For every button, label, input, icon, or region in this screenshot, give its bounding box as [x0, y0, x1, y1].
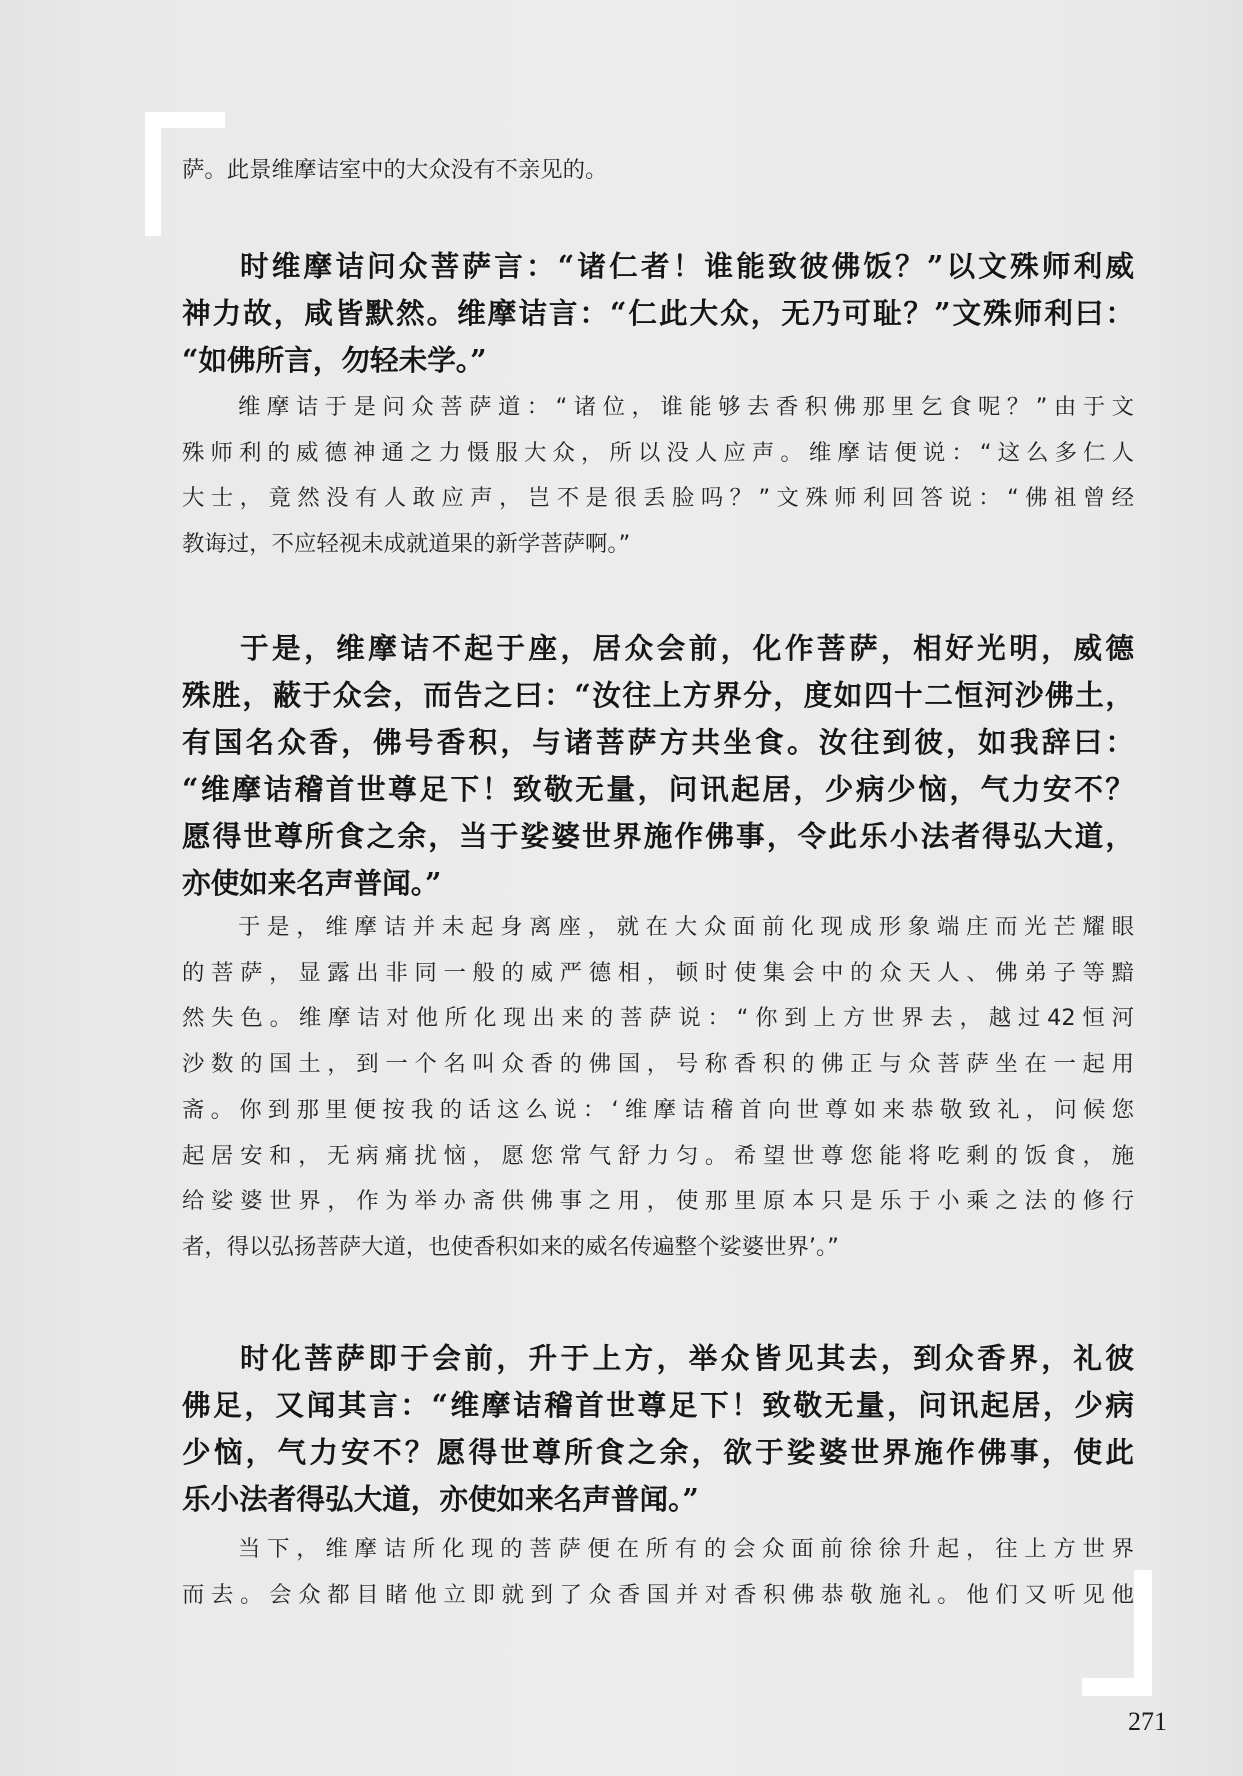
text-line: 亦使如来名声普闻。” — [182, 866, 442, 900]
text-line: 神力故，咸皆默然。维摩诘言：“仁此大众，无乃可耻？”文殊师利曰： — [182, 296, 1134, 330]
text-line: 然失色。维摩诘对他所化现出来的菩萨说：“你到上方世界去，越过42恒河 — [182, 1005, 1134, 1032]
text-line: 斋。你到那里便按我的话这么说：‘维摩诘稽首向世尊如来恭敬致礼，问候您 — [182, 1096, 1134, 1123]
text-line: 起居安和，无病痛扰恼，愿您常气舒力匀。希望世尊您能将吃剩的饭食，施 — [182, 1142, 1134, 1169]
corner-mark-top-left-bar — [145, 112, 225, 128]
text-line: 沙数的国土，到一个名叫众香的佛国，号称香积的佛正与众菩萨坐在一起用 — [182, 1051, 1134, 1078]
text-line: 佛足，又闻其言：“维摩诘稽首世尊足下！致敬无量，问讯起居，少病 — [182, 1388, 1134, 1422]
text-line: 有国名众香，佛号香积，与诸菩萨方共坐食。汝往到彼，如我辞曰： — [182, 725, 1134, 759]
text-line: “维摩诘稽首世尊足下！致敬无量，问讯起居，少病少恼，气力安不？ — [182, 772, 1134, 806]
text-line: 愿得世尊所食之余，当于娑婆世界施作佛事，令此乐小法者得弘大道， — [182, 819, 1134, 853]
translation-paragraph — [182, 148, 1134, 194]
text-line: 当下，维摩诘所化现的菩萨便在所有的会众面前徐徐升起，往上方世界 — [238, 1536, 1134, 1562]
text-line: 于是，维摩诘并未起身离座，就在大众面前化现成形象端庄而光芒耀眼 — [238, 914, 1134, 940]
text-line: 乐小法者得弘大道，亦使如来名声普闻。” — [182, 1482, 699, 1516]
text-line: 教诲过，不应轻视未成就道果的新学菩萨啊。” — [182, 531, 631, 558]
corner-mark-top-left — [145, 112, 161, 236]
text-line: 大士，竟然没有人敢应声，岂不是很丢脸吗？”文殊师利回答说：“佛祖曾经 — [182, 485, 1134, 512]
original-text-paragraph — [182, 1335, 1134, 1523]
translation-paragraph — [182, 385, 1134, 568]
text-line: 殊师利的威德神通之力慑服大众，所以没人应声。维摩诘便说：“这么多仁人 — [182, 439, 1134, 466]
translation-paragraph — [182, 905, 1134, 1271]
original-text-paragraph — [182, 625, 1134, 907]
text-line: 时化菩萨即于会前，升于上方，举众皆见其去，到众香界，礼彼 — [240, 1341, 1134, 1375]
text-line: 时维摩诘问众菩萨言：“诸仁者！谁能致彼佛饭？”以文殊师利威 — [240, 249, 1134, 283]
text-line: 于是，维摩诘不起于座，居众会前，化作菩萨，相好光明，威德 — [240, 631, 1134, 665]
page-number: 271 — [1128, 1707, 1167, 1736]
original-text-paragraph — [182, 243, 1134, 384]
text-line: 给娑婆世界，作为举办斋供佛事之用，使那里原本只是乐于小乘之法的修行 — [182, 1188, 1134, 1215]
text-line: “如佛所言，勿轻未学。” — [182, 343, 487, 377]
corner-mark-bottom-right-bar — [1082, 1678, 1152, 1696]
text-line: 的菩萨，显露出非同一般的威严德相，顿时使集会中的众天人、佛弟子等黯 — [182, 959, 1134, 986]
text-line: 萨。此景维摩诘室中的大众没有不亲见的。 — [182, 157, 608, 183]
text-line: 少恼，气力安不？愿得世尊所食之余，欲于娑婆世界施作佛事，使此 — [182, 1435, 1134, 1469]
text-line: 者，得以弘扬菩萨大道，也使香积如来的威名传遍整个娑婆世界’。” — [182, 1233, 839, 1260]
text-line: 殊胜，蔽于众会，而告之曰：“汝往上方界分，度如四十二恒河沙佛土， — [182, 678, 1134, 712]
text-line: 维摩诘于是问众菩萨道：“诸位，谁能够去香积佛那里乞食呢？”由于文 — [238, 394, 1134, 420]
text-line: 而去。会众都目睹他立即就到了众香国并对香积佛恭敬施礼。他们又听见他 — [182, 1581, 1134, 1608]
translation-paragraph — [182, 1527, 1134, 1618]
